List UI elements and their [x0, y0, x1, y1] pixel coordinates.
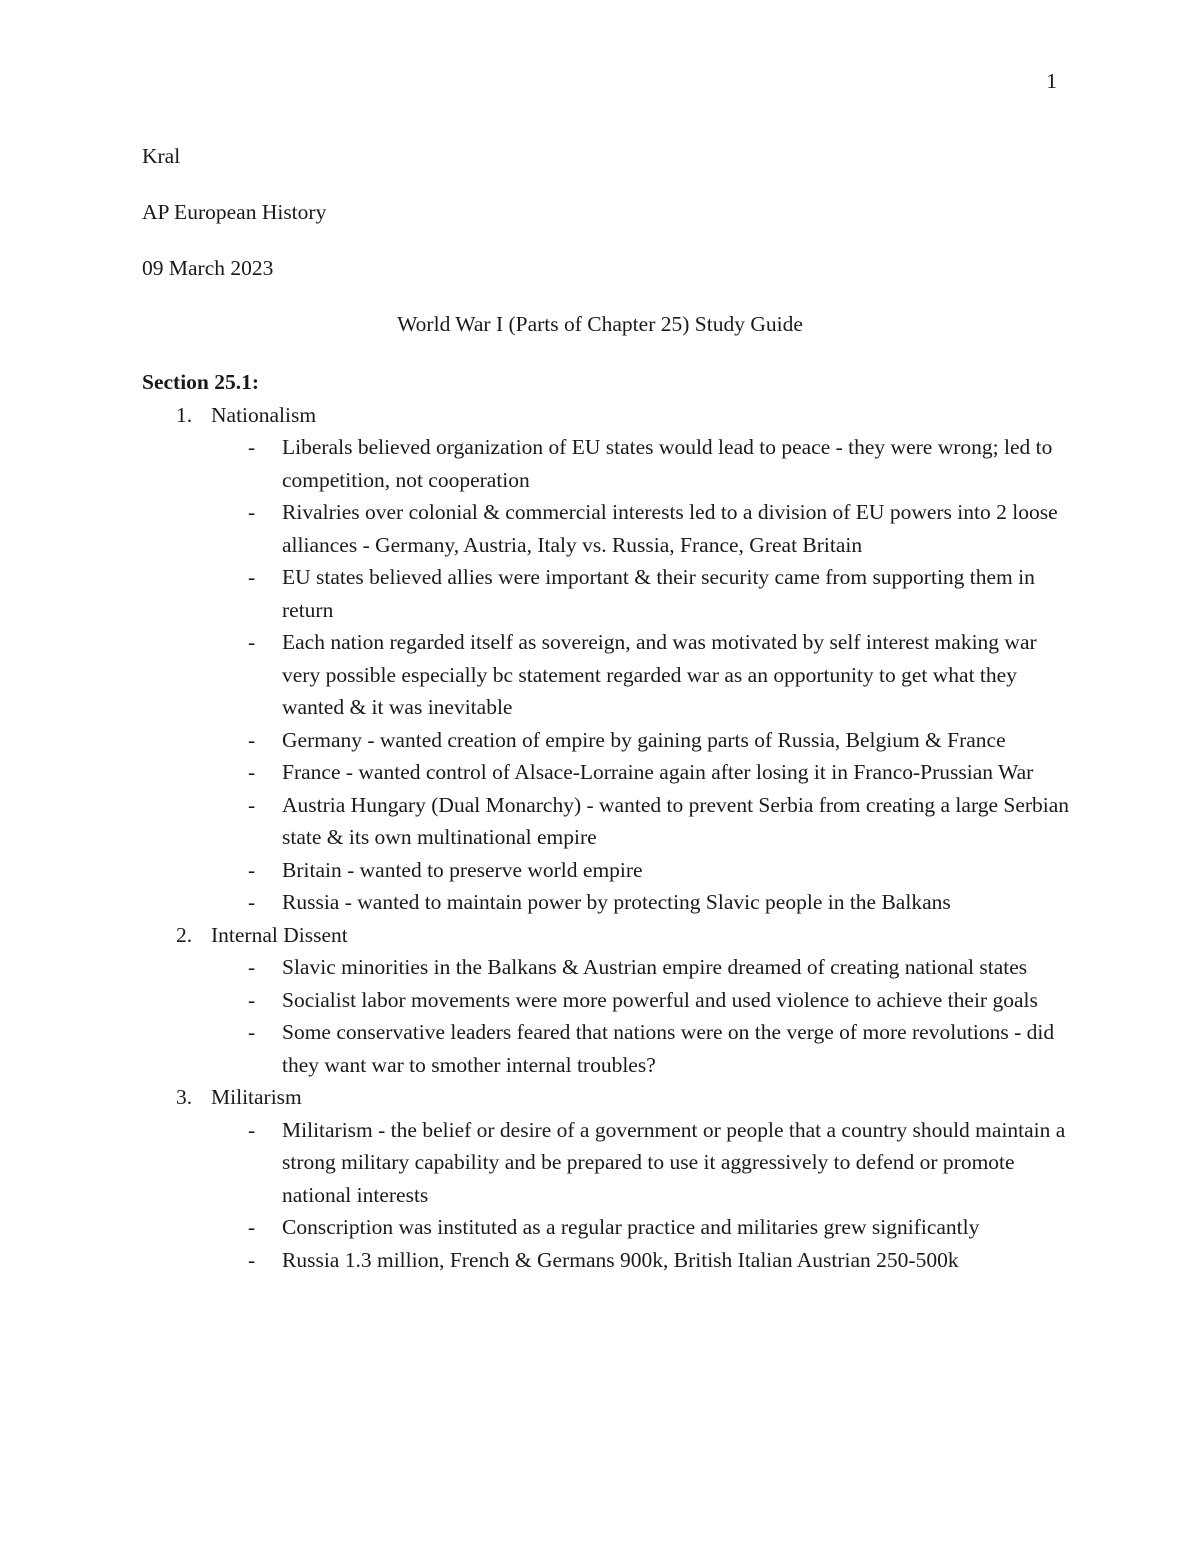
bullet-text: EU states believed allies were important & their security came from supporting them in return [282, 565, 1035, 622]
dash-icon: - [248, 500, 256, 524]
topic-number: 3. [176, 1085, 193, 1109]
dash-icon: - [248, 792, 256, 817]
bullet-item [142, 1016, 1072, 1081]
dash-icon: - [248, 890, 256, 914]
bullet-text: Austria Hungary (Dual Monarchy) - wanted to prevent Serbia from creating a large Serbian state & its own multinational empire [282, 792, 1070, 849]
dash-icon: - [248, 630, 256, 654]
document-title: World War I (Parts of Chapter 25) Study Guide [397, 312, 803, 336]
page-number: 1 [1046, 69, 1057, 93]
bullet-item [142, 496, 1072, 561]
bullet-text: Germany - wanted creation of empire by gaining parts of Russia, Belgium & France [282, 727, 1006, 752]
topic-label: Militarism [211, 1085, 302, 1109]
course-name: AP European History [142, 200, 327, 224]
bullet-item [142, 1114, 1072, 1212]
bullet-text: Britain - wanted to preserve world empire [282, 857, 643, 882]
bullet-item [142, 854, 1072, 887]
bullet-text: Some conservative leaders feared that nations were on the verge of more revolutions - did they want war to smother internal troubles? [282, 1020, 1055, 1077]
bullet-text: France - wanted control of Alsace-Lorraine again after losing it in Franco-Prussian War [282, 760, 1034, 784]
bullet-text: Liberals believed organization of EU states would lead to peace - they were wrong; led to competition, not cooperation [282, 435, 1053, 492]
bullet-text: Rivalries over colonial & commercial interests led to a division of EU powers into 2 loose alliances - Germany, Austria, Italy vs. Russia, France, Great Britain [282, 500, 1058, 557]
topic-label: Internal Dissent [211, 922, 348, 947]
dash-icon: - [248, 1020, 256, 1044]
bullet-text: Conscription was instituted as a regular practice and militaries grew significantly [282, 1215, 980, 1239]
bullet-item [142, 1244, 1072, 1277]
document-body [142, 366, 1072, 1276]
dash-icon: - [248, 565, 256, 589]
bullet-item [142, 561, 1072, 626]
topic-item [142, 919, 1072, 952]
dash-icon: - [248, 727, 256, 752]
section-heading: Section 25.1: [142, 370, 260, 394]
dash-icon: - [248, 987, 256, 1012]
dash-icon: - [248, 1117, 256, 1142]
bullet-item [142, 626, 1072, 724]
bullet-item [142, 724, 1072, 757]
bullet-text: Socialist labor movements were more powerful and used violence to achieve their goals [282, 987, 1038, 1012]
bullet-list [142, 1114, 1072, 1277]
dash-icon: - [248, 857, 256, 882]
dash-icon: - [248, 760, 256, 784]
dash-icon: - [248, 435, 256, 459]
bullet-text: Militarism - the belief or desire of a government or people that a country should maintain a strong military capability and be prepared to use it aggressively to defend or promote national interests [282, 1117, 1066, 1207]
document-date: 09 March 2023 [142, 256, 274, 280]
bullet-text: Russia - wanted to maintain power by protecting Slavic people in the Balkans [282, 890, 951, 914]
bullet-item [142, 756, 1072, 789]
bullet-list [142, 951, 1072, 1081]
bullet-item [142, 886, 1072, 919]
dash-icon: - [248, 955, 256, 979]
bullet-list [142, 431, 1072, 919]
topic-item [142, 399, 1072, 432]
topic-item [142, 1081, 1072, 1114]
topic-label: Nationalism [211, 402, 317, 427]
bullet-item [142, 789, 1072, 854]
bullet-text: Slavic minorities in the Balkans & Austrian empire dreamed of creating national states [282, 955, 1028, 979]
bullet-text: Each nation regarded itself as sovereign, and was motivated by self interest making war very possible especially bc statement regarded war as an opportunity to get what they wanted & it was inevitable [282, 630, 1037, 719]
bullet-item [142, 984, 1072, 1017]
dash-icon: - [248, 1247, 256, 1272]
topic-number: 2. [176, 922, 193, 947]
dash-icon: - [248, 1215, 256, 1239]
bullet-item [142, 431, 1072, 496]
bullet-text: Russia 1.3 million, French & Germans 900k, British Italian Austrian 250-500k [282, 1247, 959, 1272]
author-name: Kral [142, 144, 181, 168]
topic-number: 1. [176, 402, 193, 427]
bullet-item [142, 1211, 1072, 1244]
bullet-item [142, 951, 1072, 984]
